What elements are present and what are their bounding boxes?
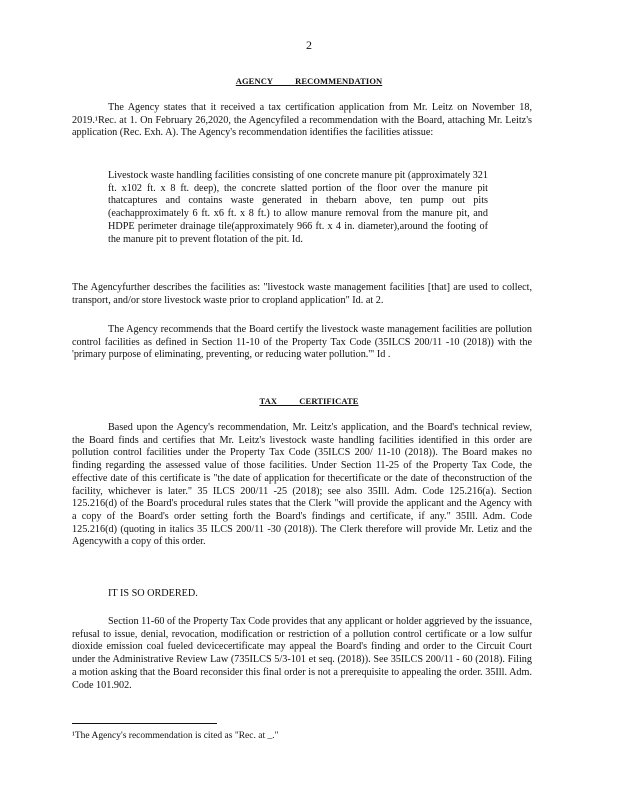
paragraph-board-findings: Based upon the Agency's recommendation, Mr. Leitz's application, and the Board's technical review, the Board finds and certifies that Mr. Leitz's livestock waste handling facilities identified in this order are pollution control facilities under the Property Tax Code (35ILCS 200/ 11-10 (2018)). The Board makes no finding regarding the assessed value of those facilities. Under Section 11-25 of the Property Tax Code, the effective date of this certificate is "the date of application for thecertificate or the date of theconstruction of the facility, whichever is later." 35 ILCS 200/11 -25 (2018); see also 35Ill. Adm. Code 125.216(a). Section 125.216(d) of the Board's procedural rules states that the Clerk "will provide the applicant and the Agency with a copy of the Board's order setting forth the Board's findings and certificate, if any." 35Ill. Adm. Code 125.216(d) (quoting in italics 35 ILCS 200/11 -30 (2018)). The Clerk therefore will provide Mr. Letiz and the Agencywith a copy of this order.: [72, 422, 532, 548]
page-number: 2: [306, 38, 312, 52]
paragraph-agency-receipt: The Agency states that it received a tax certification application from Mr. Leitz on November 18, 2019.¹Rec. at 1. On February 26,2020, the Agencyfiled a recommendation with the Board, attaching Mr. Leitz's application (Rec. Exh. A). The Agency's recommendation identifies the facilities atissue:: [72, 102, 532, 139]
paragraph-agency-description: The Agencyfurther describes the facilities as: "livestock waste management facilities [that] are used to collect, transport, and/or store livestock waste prior to cropland application" Id. at 2.: [72, 282, 532, 306]
heading-tax-certificate: [0, 396, 618, 406]
paragraph-agency-recommends: The Agency recommends that the Board certify the livestock waste management facilities are pollution control facilities as defined in Section 11-10 of the Property Tax Code (35ILCS 200/11 -10 (2018)) with the 'primary purpose of eliminating, preventing, or reducing water pollution.'" Id .: [72, 324, 532, 361]
order-statement: IT IS SO ORDERED.: [108, 588, 198, 599]
block-quote-facilities: Livestock waste handling facilities consisting of one concrete manure pit (approximately 321 ft. x102 ft. x 8 ft. deep), the concrete slatted portion of the floor over the manure pit thatcaptures and contains waste generated in thebarn above, ten pump out pits (eachapproximately 6 ft. x6 ft. x 8 ft.) to allow manure removal from the manure pit, and HDPE perimeter drainage tile(approximately 966 ft. x 4 in. diameter),around the footing of the manure pit to prevent flotation of the pit. Id.: [108, 170, 488, 245]
heading-agency-recommendation-text: AGENCY RECOMMENDATION: [235, 76, 383, 86]
footnote: ¹The Agency's recommendation is cited as "Rec. at _.": [72, 731, 279, 741]
footnote-divider: [72, 723, 217, 724]
heading-tax-certificate-text: TAX CERTIFICATE: [259, 396, 359, 406]
paragraph-appeal-rights: Section 11-60 of the Property Tax Code provides that any applicant or holder aggrieved by the issuance, refusal to issue, denial, revocation, modification or restriction of a pollution control certificate or a low sulfur dioxide emission coal fueled devicecertificate may appeal the Board's finding and order to the Circuit Court under the Administrative Review Law (735ILCS 5/3-101 et seq. (2018)). See 35ILCS 200/11 - 60 (2018). Filing a motion asking that the Board reconsider this final order is not a prerequisite to appealing the order. 35Ill. Adm. Code 101.902.: [72, 616, 532, 691]
heading-agency-recommendation: [0, 76, 618, 86]
